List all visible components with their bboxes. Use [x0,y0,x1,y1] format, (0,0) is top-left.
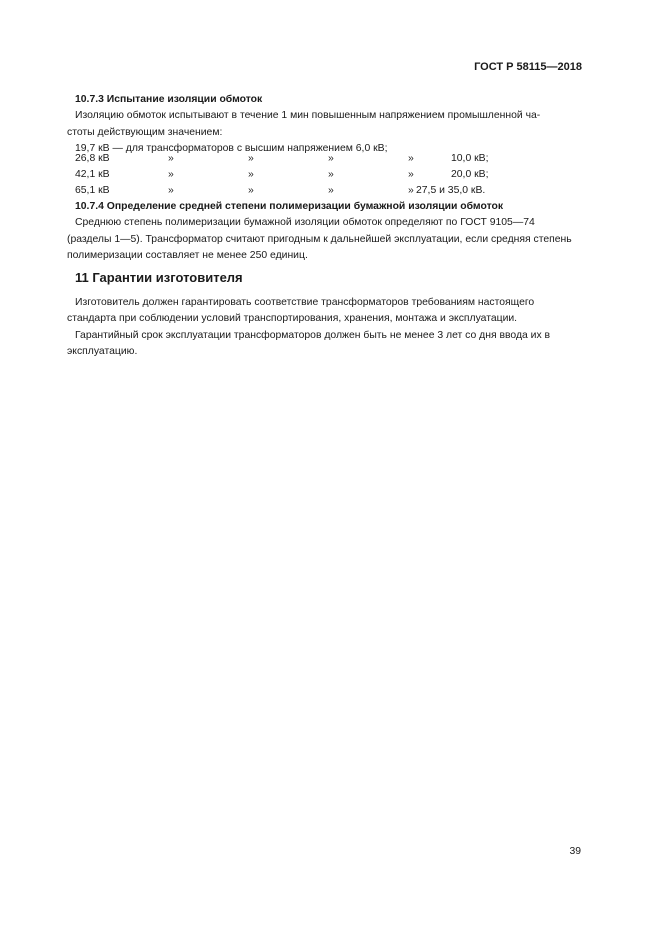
paragraph-line: Изоляцию обмоток испытывают в течение 1 мин повышенным напряжением промышленной ча- [75,110,541,122]
paragraph-line: Гарантийный срок эксплуатации трансформаторов должен быть не менее 3 лет со дня ввода их в [75,329,551,341]
ditto-mark: » [408,185,414,196]
document-code: ГОСТ Р 58115—2018 [474,61,582,73]
paragraph-line: эксплуатацию. [67,345,138,357]
ditto-mark: » [408,153,414,164]
ditto-mark: » [248,185,254,196]
ditto-mark: » [408,169,414,180]
ditto-mark: » [248,169,254,180]
ditto-mark: » [168,169,174,180]
ditto-mark: » [328,185,334,196]
ditto-mark: » [168,185,174,196]
voltage-value: 26,8 кВ [75,153,110,164]
ditto-mark: » [168,153,174,164]
page-number: 39 [569,846,581,857]
rated-voltage: 20,0 кВ; [451,169,489,180]
paragraph-line: Среднюю степень полимеризации бумажной изоляции обмоток определяют по ГОСТ 9105—74 [75,217,535,229]
voltage-row [75,151,582,167]
paragraph-line: стоты действующим значением: [67,126,223,138]
paragraph-line: Изготовитель должен гарантировать соответствие трансформаторов требованиям настоящего [75,297,535,308]
voltage-row [75,183,582,199]
ditto-mark: » [328,153,334,164]
ditto-mark: » [328,169,334,180]
section-10-7-3 [67,92,582,157]
section-10-7-4 [67,199,582,264]
voltage-row [75,167,582,183]
voltage-value: 42,1 кВ [75,169,110,180]
rated-voltage: 27,5 и 35,0 кВ. [416,185,486,196]
ditto-mark: » [248,153,254,164]
voltage-value: 65,1 кВ [75,185,110,196]
paragraph-line: 19,7 кВ — для трансформаторов с высшим напряжением 6,0 кВ; [75,142,388,154]
paragraph-line: стандарта при соблюдении условий транспортирования, хранения, монтажа и эксплуатации. [67,313,518,325]
section-11-title: 11 Гарантии изготовителя [75,270,243,285]
paragraph-line: (разделы 1—5). Трансформатор считают пригодным к дальнейшей эксплуатации, если средняя степень [67,233,572,245]
section-10-7-4-title: 10.7.4 Определение средней степени полимеризации бумажной изоляции обмоток [75,201,504,212]
rated-voltage: 10,0 кВ; [451,153,489,164]
paragraph-line: полимеризации составляет не менее 250 единиц. [67,249,308,261]
section-11-body [67,295,582,360]
section-10-7-3-title: 10.7.3 Испытание изоляции обмоток [75,94,263,105]
